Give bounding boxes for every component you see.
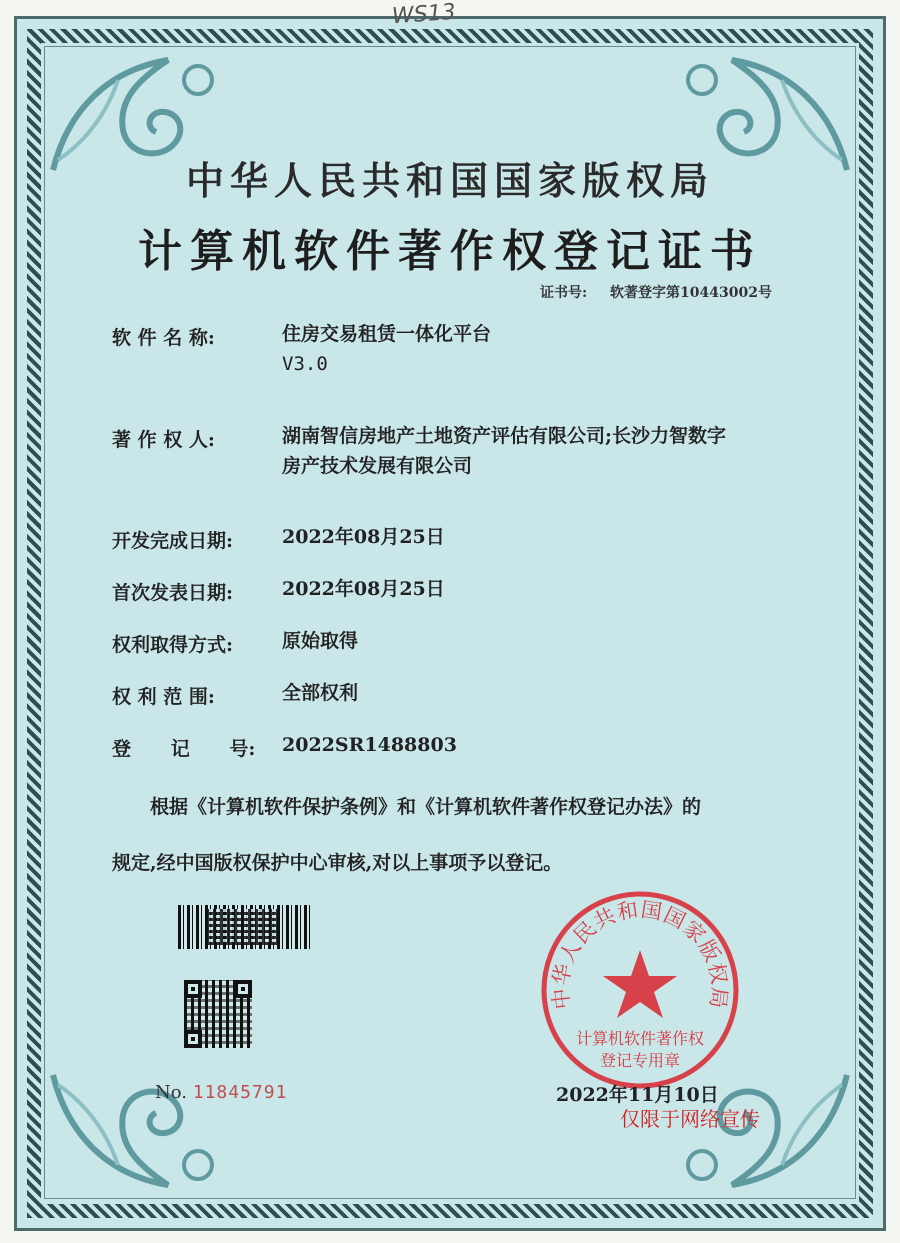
official-seal <box>538 888 742 1092</box>
field-value <box>282 421 822 481</box>
seal-ring-text: 中华人民共和国国家版权局 <box>548 897 732 1011</box>
field-value <box>282 319 822 379</box>
serial-value: 11845791 <box>192 1082 288 1103</box>
certificate-number <box>540 282 772 302</box>
handwritten-note: WS13 <box>391 0 457 30</box>
field-label: 开发完成日期: <box>112 530 234 552</box>
field-value: 2022SR1488803 <box>282 734 457 756</box>
field-label: 首次发表日期: <box>112 582 234 604</box>
software-version: V3.0 <box>282 353 328 375</box>
serial-number <box>155 1082 287 1103</box>
issue-date: 2022年11月10日 <box>556 1084 719 1106</box>
field-label: 权利取得方式: <box>112 634 234 656</box>
star-icon <box>603 950 677 1018</box>
field-owner <box>112 425 727 477</box>
field-scope <box>112 682 359 709</box>
field-value: 原始取得 <box>282 630 359 652</box>
field-value: 2022年08月25日 <box>282 526 445 548</box>
field-value: 全部权利 <box>282 682 359 704</box>
field-label: 权 利 范 围: <box>112 686 215 708</box>
certificate-number-label: 证书号: <box>540 285 588 301</box>
field-software-name <box>112 323 492 375</box>
owner-line2: 房产技术发展有限公司 <box>282 455 473 477</box>
software-name-line1: 住房交易租赁一体化平台 <box>282 323 492 345</box>
qr-code-icon <box>184 980 252 1048</box>
field-label: 软 件 名 称: <box>112 327 215 349</box>
seal-inner-line2: 登记专用章 <box>599 1051 681 1070</box>
watermark-promo: 仅限于网络宣传 <box>620 1107 760 1131</box>
owner-line1: 湖南智信房地产土地资产评估有限公司;长沙力智数字 <box>282 425 727 447</box>
field-acquisition <box>112 630 359 657</box>
certificate-number-value: 软著登字第10443002号 <box>610 285 772 301</box>
field-registration-number <box>112 734 457 761</box>
field-dev-date <box>112 526 445 553</box>
barcode-icon <box>178 905 310 949</box>
field-value: 2022年08月25日 <box>282 578 445 600</box>
field-label: 著 作 权 人: <box>112 429 215 451</box>
issuing-agency: 中华人民共和国国家版权局 <box>185 158 714 203</box>
statement-line2: 规定,经中国版权保护中心审核,对以上事项予以登记。 <box>112 852 563 874</box>
serial-prefix: No. <box>155 1082 187 1103</box>
seal-inner-line1: 计算机软件著作权 <box>575 1029 705 1048</box>
field-label: 登 记 号: <box>112 738 256 760</box>
statement-line1: 根据《计算机软件保护条例》和《计算机软件著作权登记办法》的 <box>150 796 702 818</box>
field-pub-date <box>112 578 445 605</box>
certificate-title: 计算机软件著作权登记证书 <box>138 226 762 277</box>
